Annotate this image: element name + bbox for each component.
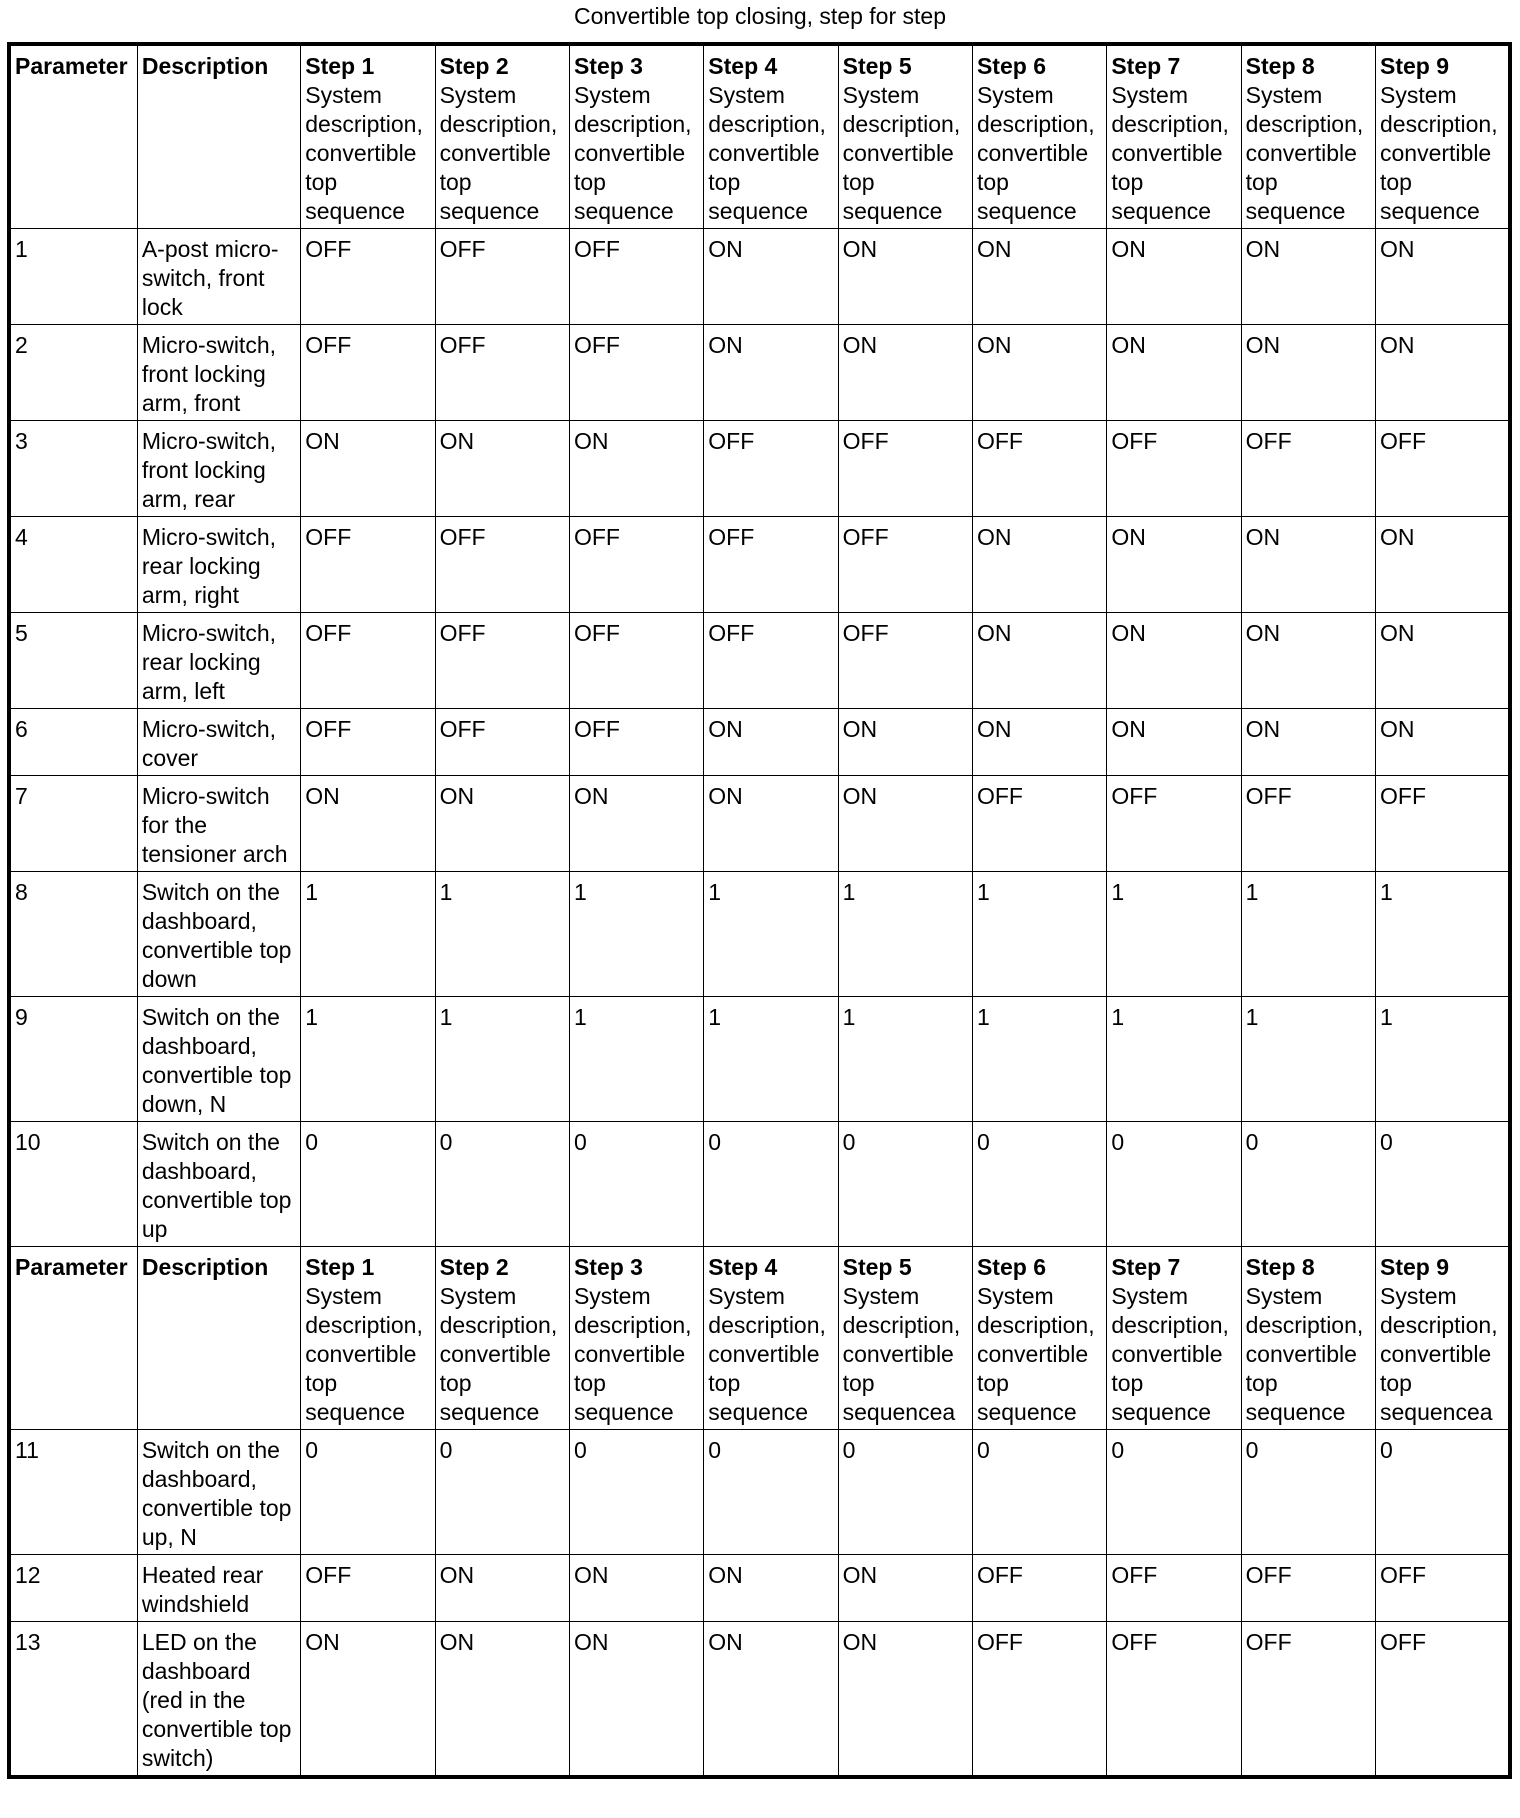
description-cell: Switch on the dashboard, convertible top down, N [137, 997, 300, 1122]
header-step-8 [1241, 44, 1375, 229]
step-label: Step 9 [1380, 53, 1450, 79]
header-step-8 [1241, 1247, 1375, 1430]
step-subtitle: System description, convertible top sequencea [842, 1283, 961, 1425]
parameter-cell: 11 [9, 1430, 137, 1555]
header-step-3 [569, 1247, 703, 1430]
step-subtitle: System description, convertible top sequence [439, 1283, 558, 1425]
step-value-cell: OFF [301, 325, 435, 421]
step-value-cell: ON [1376, 229, 1511, 325]
step-value-cell: ON [838, 229, 972, 325]
step-value-cell: ON [972, 325, 1106, 421]
step-value-cell: OFF [972, 776, 1106, 872]
step-value-cell: 0 [1241, 1122, 1375, 1247]
header-step-5 [838, 1247, 972, 1430]
step-label: Step 7 [1111, 1254, 1181, 1280]
step-subtitle: System description, convertible top sequence [976, 1283, 1095, 1425]
header-step-4 [704, 44, 838, 229]
step-value-cell: OFF [1107, 776, 1241, 872]
step-value-cell: 1 [1241, 997, 1375, 1122]
step-value-cell: 0 [569, 1430, 703, 1555]
step-value-cell: ON [569, 1622, 703, 1778]
step-value-cell: 1 [301, 997, 435, 1122]
step-subtitle: System description, convertible top sequence [573, 82, 692, 224]
table-row [9, 1555, 1510, 1622]
step-label: Step 1 [305, 1254, 375, 1280]
parameter-cell: 2 [9, 325, 137, 421]
step-value-cell: ON [838, 1622, 972, 1778]
step-value-cell: ON [704, 229, 838, 325]
step-value-cell: OFF [1241, 776, 1375, 872]
step-value-cell: 1 [435, 872, 569, 997]
step-value-cell: OFF [301, 709, 435, 776]
step-value-cell: ON [972, 229, 1106, 325]
step-value-cell: OFF [1241, 1555, 1375, 1622]
step-subtitle: System description, convertible top sequence [305, 1283, 423, 1425]
parameter-cell: 10 [9, 1122, 137, 1247]
convertible-top-steps-table [7, 42, 1512, 1779]
step-value-cell: ON [838, 325, 972, 421]
step-value-cell: ON [435, 1555, 569, 1622]
step-label: Step 5 [842, 53, 912, 79]
step-value-cell: ON [301, 421, 435, 517]
step-value-cell: ON [838, 776, 972, 872]
parameter-cell: 13 [9, 1622, 137, 1778]
step-subtitle: System description, convertible top sequence [1380, 82, 1498, 224]
step-value-cell: 1 [301, 872, 435, 997]
parameter-cell: 9 [9, 997, 137, 1122]
description-cell: Micro-switch, rear locking arm, right [137, 517, 300, 613]
description-cell: Micro-switch, front locking arm, rear [137, 421, 300, 517]
step-value-cell: OFF [301, 613, 435, 709]
step-value-cell: OFF [569, 325, 703, 421]
step-subtitle: System description, convertible top sequence [708, 82, 826, 224]
header-step-6 [972, 1247, 1106, 1430]
step-value-cell: 1 [838, 872, 972, 997]
step-value-cell: OFF [1376, 421, 1511, 517]
step-value-cell: 0 [435, 1122, 569, 1247]
step-value-cell: OFF [569, 517, 703, 613]
step-label: Step 6 [976, 1254, 1046, 1280]
step-value-cell: OFF [569, 613, 703, 709]
step-label: Step 5 [842, 1254, 912, 1280]
step-value-cell: OFF [435, 229, 569, 325]
table-row [9, 1622, 1510, 1778]
header-step-7 [1107, 1247, 1241, 1430]
step-value-cell: 1 [1241, 872, 1375, 997]
parameter-cell: 12 [9, 1555, 137, 1622]
parameter-cell: 5 [9, 613, 137, 709]
description-cell: Micro-switch, front locking arm, front [137, 325, 300, 421]
step-value-cell: 1 [704, 997, 838, 1122]
step-value-cell: 0 [435, 1430, 569, 1555]
step-label: Step 2 [439, 53, 509, 79]
step-label: Step 8 [1245, 53, 1315, 79]
step-value-cell: ON [838, 1555, 972, 1622]
step-value-cell: 0 [972, 1430, 1106, 1555]
parameter-cell: 6 [9, 709, 137, 776]
step-subtitle: System description, convertible top sequence [305, 82, 423, 224]
parameter-cell: 4 [9, 517, 137, 613]
table-row [9, 997, 1510, 1122]
header-step-6 [972, 44, 1106, 229]
step-subtitle: System description, convertible top sequence [1111, 1283, 1229, 1425]
header-step-1 [301, 1247, 435, 1430]
header-step-9 [1376, 1247, 1511, 1430]
header-description: Description [137, 44, 300, 229]
step-value-cell: ON [435, 1622, 569, 1778]
step-label: Step 4 [708, 53, 778, 79]
parameter-cell: 7 [9, 776, 137, 872]
step-label: Step 3 [573, 53, 643, 79]
header-description: Description [137, 1247, 300, 1430]
header-step-9 [1376, 44, 1511, 229]
parameter-cell: 8 [9, 872, 137, 997]
step-value-cell: 0 [838, 1430, 972, 1555]
step-value-cell: OFF [704, 421, 838, 517]
step-value-cell: OFF [569, 709, 703, 776]
step-value-cell: OFF [838, 421, 972, 517]
table-row [9, 325, 1510, 421]
table-row [9, 872, 1510, 997]
step-value-cell: OFF [1241, 421, 1375, 517]
description-cell: Micro-switch, cover [137, 709, 300, 776]
step-subtitle: System description, convertible top sequence [439, 82, 558, 224]
step-value-cell: 1 [1376, 997, 1511, 1122]
header-step-1 [301, 44, 435, 229]
table-row [9, 1430, 1510, 1555]
step-value-cell: OFF [1107, 1555, 1241, 1622]
step-subtitle: System description, convertible top sequence [1245, 1283, 1364, 1425]
step-value-cell: 1 [972, 872, 1106, 997]
step-value-cell: OFF [301, 1555, 435, 1622]
step-value-cell: ON [301, 1622, 435, 1778]
step-value-cell: ON [1376, 613, 1511, 709]
step-value-cell: 0 [972, 1122, 1106, 1247]
table-row [9, 229, 1510, 325]
step-value-cell: 1 [1376, 872, 1511, 997]
step-value-cell: ON [972, 613, 1106, 709]
table-row [9, 709, 1510, 776]
step-value-cell: OFF [1376, 1622, 1511, 1778]
step-subtitle: System description, convertible top sequence [976, 82, 1095, 224]
parameter-cell: 1 [9, 229, 137, 325]
description-cell: Micro-switch for the tensioner arch [137, 776, 300, 872]
step-subtitle: System description, convertible top sequence [573, 1283, 692, 1425]
step-value-cell: OFF [301, 229, 435, 325]
step-value-cell: OFF [972, 1555, 1106, 1622]
description-cell: Switch on the dashboard, convertible top up [137, 1122, 300, 1247]
step-value-cell: OFF [838, 517, 972, 613]
step-value-cell: ON [1241, 325, 1375, 421]
step-value-cell: 0 [838, 1122, 972, 1247]
step-value-cell: ON [972, 709, 1106, 776]
step-value-cell: ON [569, 1555, 703, 1622]
step-value-cell: ON [1241, 517, 1375, 613]
step-value-cell: ON [704, 1622, 838, 1778]
step-value-cell: ON [1107, 517, 1241, 613]
step-value-cell: ON [972, 517, 1106, 613]
step-value-cell: OFF [838, 613, 972, 709]
step-value-cell: OFF [435, 613, 569, 709]
step-value-cell: OFF [704, 517, 838, 613]
header-step-5 [838, 44, 972, 229]
step-value-cell: OFF [972, 1622, 1106, 1778]
description-cell: Heated rear windshield [137, 1555, 300, 1622]
step-value-cell: 0 [704, 1122, 838, 1247]
step-value-cell: 0 [1376, 1430, 1511, 1555]
step-label: Step 3 [573, 1254, 643, 1280]
step-value-cell: 1 [972, 997, 1106, 1122]
step-value-cell: OFF [1107, 421, 1241, 517]
step-subtitle: System description, convertible top sequence [708, 1283, 826, 1425]
step-value-cell: ON [435, 776, 569, 872]
step-value-cell: ON [1107, 229, 1241, 325]
parameter-cell: 3 [9, 421, 137, 517]
header-step-2 [435, 1247, 569, 1430]
header-step-3 [569, 44, 703, 229]
step-value-cell: ON [704, 325, 838, 421]
step-value-cell: 0 [1376, 1122, 1511, 1247]
step-value-cell: ON [704, 709, 838, 776]
description-cell: Switch on the dashboard, convertible top down [137, 872, 300, 997]
step-value-cell: 1 [704, 872, 838, 997]
step-value-cell: OFF [1376, 1555, 1511, 1622]
step-value-cell: ON [435, 421, 569, 517]
step-subtitle: System description, convertible top sequencea [1380, 1283, 1498, 1425]
step-value-cell: 1 [1107, 997, 1241, 1122]
step-value-cell: 0 [301, 1122, 435, 1247]
step-value-cell: 1 [435, 997, 569, 1122]
step-value-cell: OFF [301, 517, 435, 613]
step-value-cell: 0 [301, 1430, 435, 1555]
step-value-cell: ON [1241, 709, 1375, 776]
step-label: Step 1 [305, 53, 375, 79]
step-value-cell: ON [1376, 517, 1511, 613]
header-row [9, 1247, 1510, 1430]
table-row [9, 421, 1510, 517]
step-value-cell: 0 [1241, 1430, 1375, 1555]
step-value-cell: OFF [435, 325, 569, 421]
table-row [9, 1122, 1510, 1247]
table-title: Convertible top closing, step for step [573, 3, 947, 29]
step-subtitle: System description, convertible top sequence [842, 82, 961, 224]
step-value-cell: 0 [704, 1430, 838, 1555]
step-value-cell: ON [301, 776, 435, 872]
step-value-cell: OFF [435, 709, 569, 776]
table-row [9, 517, 1510, 613]
step-label: Step 9 [1380, 1254, 1450, 1280]
step-subtitle: System description, convertible top sequence [1111, 82, 1229, 224]
step-value-cell: OFF [704, 613, 838, 709]
header-row [9, 44, 1510, 229]
step-value-cell: OFF [1376, 776, 1511, 872]
step-value-cell: OFF [435, 517, 569, 613]
step-subtitle: System description, convertible top sequence [1245, 82, 1364, 224]
header-parameter: Parameter [9, 44, 137, 229]
step-value-cell: 0 [569, 1122, 703, 1247]
step-value-cell: OFF [972, 421, 1106, 517]
step-label: Step 4 [708, 1254, 778, 1280]
step-value-cell: 1 [1107, 872, 1241, 997]
step-value-cell: 1 [838, 997, 972, 1122]
step-value-cell: OFF [1241, 1622, 1375, 1778]
step-value-cell: ON [704, 776, 838, 872]
step-value-cell: 0 [1107, 1430, 1241, 1555]
description-cell: Micro-switch, rear locking arm, left [137, 613, 300, 709]
header-parameter: Parameter [9, 1247, 137, 1430]
step-value-cell: ON [1107, 709, 1241, 776]
step-value-cell: 0 [1107, 1122, 1241, 1247]
step-label: Step 8 [1245, 1254, 1315, 1280]
header-step-7 [1107, 44, 1241, 229]
table-row [9, 613, 1510, 709]
step-value-cell: 1 [569, 997, 703, 1122]
description-cell: A-post micro-switch, front lock [137, 229, 300, 325]
header-step-4 [704, 1247, 838, 1430]
step-value-cell: 1 [569, 872, 703, 997]
step-value-cell: ON [1107, 613, 1241, 709]
step-value-cell: ON [1376, 709, 1511, 776]
step-value-cell: ON [838, 709, 972, 776]
step-label: Step 2 [439, 1254, 509, 1280]
step-value-cell: ON [704, 1555, 838, 1622]
description-cell: LED on the dashboard (red in the convertible top switch) [137, 1622, 300, 1778]
step-value-cell: ON [1241, 229, 1375, 325]
step-value-cell: OFF [1107, 1622, 1241, 1778]
step-label: Step 6 [976, 53, 1046, 79]
table-row [9, 776, 1510, 872]
step-label: Step 7 [1111, 53, 1181, 79]
step-value-cell: ON [569, 776, 703, 872]
header-step-2 [435, 44, 569, 229]
step-value-cell: ON [569, 421, 703, 517]
step-value-cell: ON [1241, 613, 1375, 709]
description-cell: Switch on the dashboard, convertible top up, N [137, 1430, 300, 1555]
step-value-cell: OFF [569, 229, 703, 325]
step-value-cell: ON [1376, 325, 1511, 421]
step-value-cell: ON [1107, 325, 1241, 421]
